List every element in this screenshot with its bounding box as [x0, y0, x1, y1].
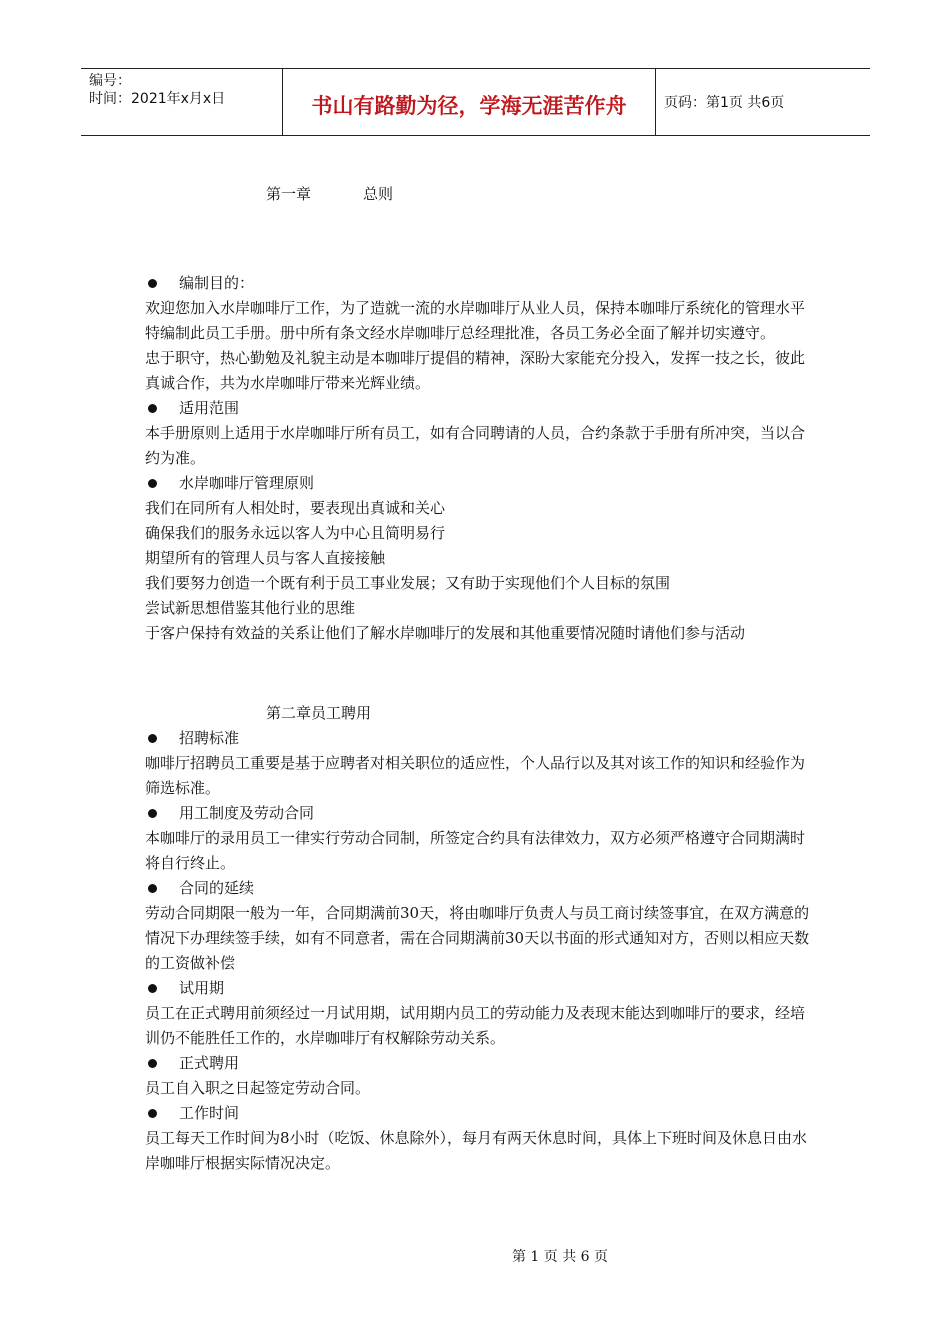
bullet-icon — [148, 809, 157, 818]
chapter-1-section-scope — [145, 396, 811, 471]
chapter-1-section-principles — [145, 471, 811, 646]
section-heading: 正式聘用 — [145, 1051, 811, 1076]
bullet-icon — [148, 1109, 157, 1118]
bullet-icon — [148, 984, 157, 993]
section-heading: 招聘标准 — [145, 726, 811, 751]
document-body — [145, 182, 811, 1176]
paragraph: 员工在正式聘用前须经过一月试用期，试用期内员工的劳动能力及表现末能达到咖啡厅的要求，经培训仍不能胜任工作的，水岸咖啡厅有权解除劳动关系。 — [145, 1004, 806, 1047]
bullet-icon — [148, 404, 157, 413]
paragraph: 咖啡厅招聘员工重要是基于应聘者对相关职位的适应性，个人品行以及其对该工作的知识和经验作为筛选标准。 — [145, 754, 806, 797]
chapter-2-section — [145, 801, 811, 876]
document-date: 时间：2021年x月x日 — [89, 91, 226, 107]
section-heading: 工作时间 — [145, 1101, 811, 1126]
chapter-1-title — [145, 182, 811, 207]
paragraph: 我们在同所有人相处时，要表现出真诚和关心 — [145, 499, 446, 517]
chapter-2-section — [145, 726, 811, 801]
paragraph: 劳动合同期限一般为一年，合同期满前30天，将由咖啡厅负责人与员工商讨续签事宜，在双方满意的情况下办理续签手续，如有不同意者，需在合同期满前30天以书面的形式通知对方，否则以相应天数的工资做补偿 — [145, 904, 810, 972]
section-heading: 适用范围 — [145, 396, 811, 421]
paragraph: 员工每天工作时间为8小时（吃饭、休息除外），每月有两天休息时间，具体上下班时间及休息日由水岸咖啡厅根据实际情况决定。 — [145, 1129, 808, 1172]
paragraph: 尝试新思想借鉴其他行业的思维 — [145, 599, 356, 617]
chapter-1-number: 第一章 — [266, 185, 312, 203]
bullet-icon — [148, 479, 157, 488]
paragraph: 我们要努力创造一个既有利于员工事业发展；又有助于实现他们个人目标的氛围 — [145, 574, 671, 592]
section-heading: 试用期 — [145, 976, 811, 1001]
chapter-1-section-purpose — [145, 271, 811, 396]
header-page-code: 页码：第1页 共6页 — [664, 95, 785, 111]
paragraph: 确保我们的服务永远以客人为中心且简明易行 — [145, 524, 446, 542]
section-heading: 水岸咖啡厅管理原则 — [145, 471, 811, 496]
paragraph: 期望所有的管理人员与客人直接接触 — [145, 549, 386, 567]
header-info — [81, 69, 282, 135]
bullet-icon — [148, 279, 157, 288]
paragraph: 忠于职守，热心勤勉及礼貌主动是本咖啡厅提倡的精神，深盼大家能充分投入，发挥一技之长，彼此真诚合作，共为水岸咖啡厅带来光辉业绩。 — [145, 349, 806, 392]
section-heading: 用工制度及劳动合同 — [145, 801, 811, 826]
bullet-icon — [148, 884, 157, 893]
paragraph: 于客户保持有效益的关系让他们了解水岸咖啡厅的发展和其他重要情况随时请他们参与活动 — [145, 624, 746, 642]
header-motto: 书山有路勤为径，学海无涯苦作舟 — [282, 69, 656, 135]
chapter-2-section — [145, 976, 811, 1051]
section-heading: 合同的延续 — [145, 876, 811, 901]
paragraph: 本手册原则上适用于水岸咖啡厅所有员工，如有合同聘请的人员，合约条款于手册有所冲突，当以合约为准。 — [145, 424, 806, 467]
chapter-2-section — [145, 1051, 811, 1101]
paragraph: 本咖啡厅的录用员工一律实行劳动合同制，所签定合约具有法律效力，双方必须严格遵守合同期满时将自行终止。 — [145, 829, 806, 872]
chapter-2-title: 第二章员工聘用 — [266, 704, 372, 722]
bullet-icon — [148, 1059, 157, 1068]
section-heading: 编制目的： — [145, 271, 811, 296]
bullet-icon — [148, 734, 157, 743]
page-footer: 第 1 页 共 6 页 — [511, 1249, 609, 1265]
paragraph: 欢迎您加入水岸咖啡厅工作，为了造就一流的水岸咖啡厅从业人员，保持本咖啡厅系统化的管理水平特编制此员工手册。册中所有条文经水岸咖啡厅总经理批准，各员工务必全面了解并切实遵守。 — [145, 299, 806, 342]
chapter-2-section — [145, 1101, 811, 1176]
chapter-2-section — [145, 876, 811, 976]
document-number-label: 编号： — [89, 73, 131, 89]
page-header — [81, 68, 870, 136]
chapter-1-name: 总则 — [363, 185, 394, 203]
paragraph: 员工自入职之日起签定劳动合同。 — [145, 1079, 371, 1097]
